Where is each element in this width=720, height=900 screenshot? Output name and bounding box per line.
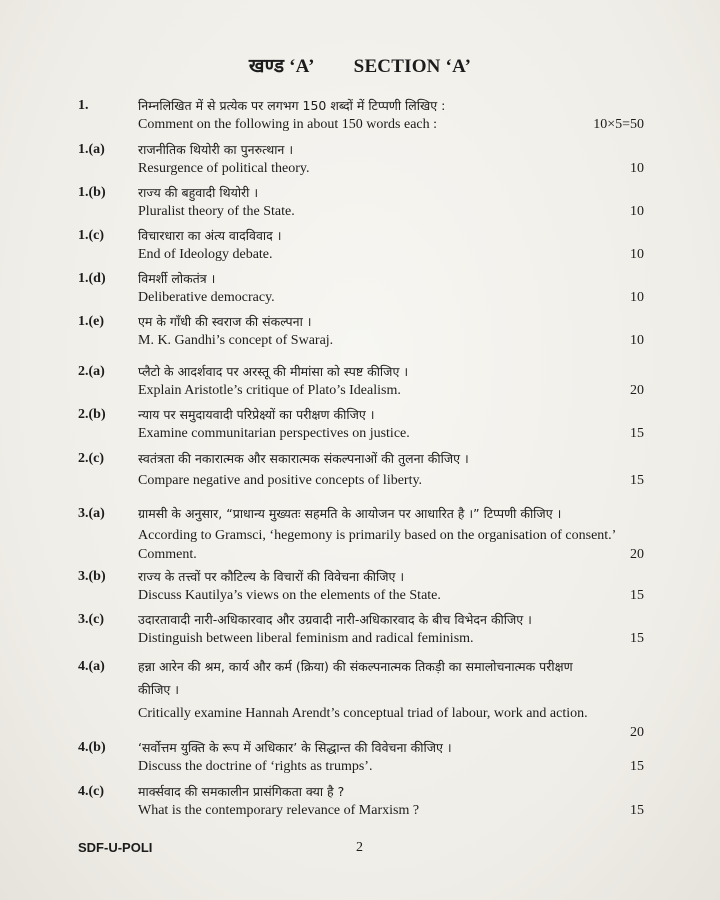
question-text-hindi: एम के गाँधी की स्वराज की संकल्पना । <box>138 314 312 329</box>
question-text-hindi: मार्क्सवाद की समकालीन प्रासंगिकता क्या है ? <box>138 784 345 799</box>
question-number: 4.(a) <box>78 659 105 674</box>
question-3b <box>78 567 644 605</box>
question-text-english <box>138 757 644 776</box>
question-marks: 15 <box>630 631 644 646</box>
question-marks: 10 <box>630 204 644 219</box>
question-text-hindi: राज्य की बहुवादी थियोरी । <box>138 185 259 200</box>
question-number: 4.(b) <box>78 740 106 755</box>
question-text: Examine communitarian perspectives on justice. <box>138 426 410 441</box>
question-number: 3.(c) <box>78 612 105 627</box>
question-1e <box>78 312 644 350</box>
question-3c <box>78 610 644 648</box>
question-text-hindi: राजनीतिक थियोरी का पुनरुत्थान । <box>138 142 294 157</box>
question-text-english <box>138 381 644 400</box>
question-text-hindi: उदारतावादी नारी-अधिकारवाद और उग्रवादी नारी-अधिकारवाद के बीच विभेदन कीजिए । <box>138 612 532 627</box>
question-number: 3.(a) <box>78 506 105 521</box>
question-number: 2.(c) <box>78 451 105 466</box>
question-number: 1.(e) <box>78 314 105 329</box>
question-text-english: Critically examine Hannah Arendt’s conceptual triad of labour, work and action. <box>138 706 588 721</box>
page-number: 2 <box>356 840 363 855</box>
question-text: Comment. <box>138 547 197 562</box>
question-text: Deliberative democracy. <box>138 290 275 305</box>
question-1a <box>78 140 644 178</box>
question-text: Pluralist theory of the State. <box>138 204 295 219</box>
question-2b <box>78 405 644 443</box>
question-marks: 10 <box>630 290 644 305</box>
question-text: Distinguish between liberal feminism and radical feminism. <box>138 631 474 646</box>
question-text-english-continued <box>138 545 644 564</box>
question-text-english <box>138 629 644 648</box>
question-text-hindi: स्वतंत्रता की नकारात्मक और सकारात्मक संकल्पनाओं की तुलना कीजिए । <box>138 451 469 466</box>
question-text-hindi: निम्नलिखित में से प्रत्येक पर लगभग 150 शब्दों में टिप्पणी लिखिए : <box>138 98 446 113</box>
question-text: Comment on the following in about 150 words each : <box>138 117 438 132</box>
question-number: 3.(b) <box>78 569 106 584</box>
question-text: Resurgence of political theory. <box>138 161 310 176</box>
paper-code: SDF-U-POLI <box>78 840 153 855</box>
question-number: 4.(c) <box>78 784 105 799</box>
question-number: 1.(d) <box>78 271 106 286</box>
question-1b <box>78 183 644 221</box>
question-marks: 15 <box>630 803 644 818</box>
question-text-english <box>138 801 644 820</box>
question-marks: 15 <box>630 426 644 441</box>
question-text-hindi: हन्ना आरेन की श्रम, कार्य और कर्म (क्रिया) की संकल्पनात्मक तिकड़ी का समालोचनात्मक परीक्षण <box>138 659 573 674</box>
question-text-english <box>138 424 644 443</box>
question-number: 2.(a) <box>78 364 105 379</box>
question-marks: 10×5=50 <box>593 117 644 132</box>
section-heading-english: SECTION ‘A’ <box>353 56 472 77</box>
question-text-english <box>138 288 644 307</box>
question-text-hindi: प्लैटो के आदर्शवाद पर अरस्तू की मीमांसा को स्पष्ट कीजिए । <box>138 364 409 379</box>
question-1c <box>78 226 644 264</box>
question-text-english <box>138 159 644 178</box>
question-number: 1.(a) <box>78 142 105 157</box>
question-marks: 15 <box>630 759 644 774</box>
question-marks: 10 <box>630 247 644 262</box>
question-text: Compare negative and positive concepts of liberty. <box>138 473 423 488</box>
question-text-english <box>138 586 644 605</box>
question-number: 1. <box>78 98 89 113</box>
question-text-english <box>138 471 644 490</box>
question-4b <box>78 738 644 776</box>
question-text-english <box>138 331 644 350</box>
question-text: Discuss Kautilya’s views on the elements of the State. <box>138 588 441 603</box>
question-4c <box>78 782 644 820</box>
question-marks: 20 <box>630 383 644 398</box>
question-text-hindi: विमर्शी लोकतंत्र । <box>138 271 216 286</box>
question-marks: 10 <box>630 161 644 176</box>
question-marks: 20 <box>630 547 644 562</box>
question-number: 1.(b) <box>78 185 106 200</box>
question-marks: 15 <box>630 588 644 603</box>
question-text: Discuss the doctrine of ‘rights as trumps’. <box>138 759 373 774</box>
question-text: Explain Aristotle’s critique of Plato’s Idealism. <box>138 383 401 398</box>
question-marks: 20 <box>630 725 644 740</box>
question-text-hindi: ग्रामसी के अनुसार, “प्राधान्य मुख्यतः सहमति के आयोजन पर आधारित है ।” टिप्पणी कीजिए । <box>138 506 562 521</box>
question-text-english <box>138 202 644 221</box>
question-text-hindi: विचारधारा का अंत्य वादविवाद । <box>138 228 282 243</box>
question-marks: 10 <box>630 333 644 348</box>
question-2c <box>78 449 644 490</box>
question-text-hindi: राज्य के तत्त्वों पर कौटिल्य के विचारों की विवेचना कीजिए । <box>138 569 405 584</box>
question-marks: 15 <box>630 473 644 488</box>
question-text-hindi: ‘सर्वोत्तम युक्ति के रूप में अधिकार’ के सिद्धान्त की विवेचना कीजिए । <box>138 740 452 755</box>
question-text-hindi: न्याय पर समुदायवादी परिप्रेक्ष्यों का परीक्षण कीजिए । <box>138 407 375 422</box>
question-3a <box>78 504 644 564</box>
question-number: 2.(b) <box>78 407 106 422</box>
question-text-hindi-continued: कीजिए । <box>138 682 179 697</box>
question-text: End of Ideology debate. <box>138 247 273 262</box>
question-1d <box>78 269 644 307</box>
question-4a <box>78 657 644 742</box>
section-heading-hindi: खण्ड ‘A’ <box>248 56 315 77</box>
question-text-english: According to Gramsci, ‘hegemony is primarily based on the organisation of consent.’ <box>138 528 617 543</box>
question-text-english <box>138 115 644 134</box>
question-2a <box>78 362 644 400</box>
section-heading <box>0 52 720 78</box>
question-1 <box>78 96 644 134</box>
question-text-english <box>138 245 644 264</box>
question-text: M. K. Gandhi’s concept of Swaraj. <box>138 333 334 348</box>
question-number: 1.(c) <box>78 228 105 243</box>
question-text: What is the contemporary relevance of Marxism ? <box>138 803 420 818</box>
